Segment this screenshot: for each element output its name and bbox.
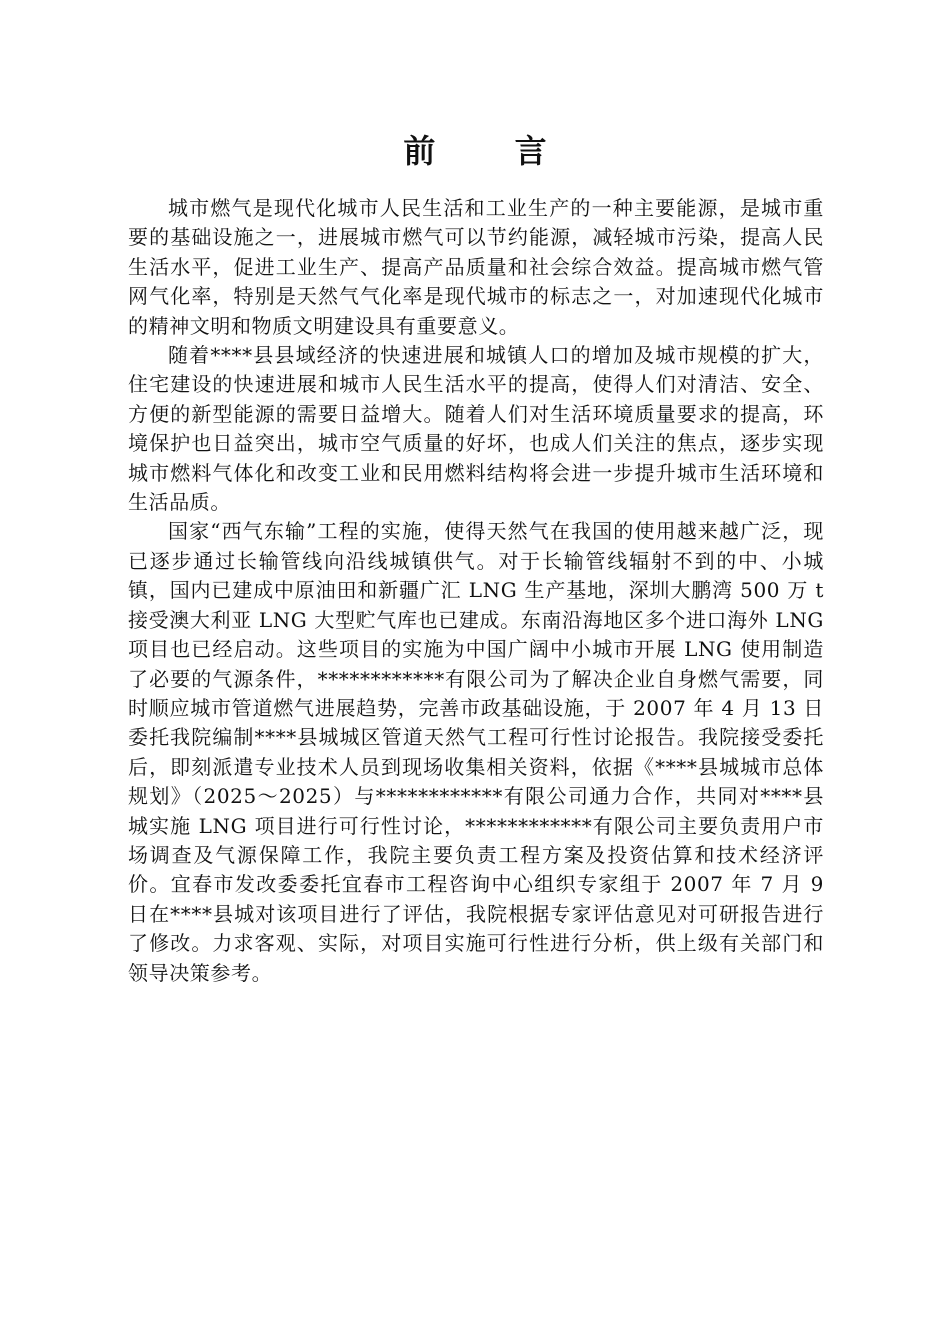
paragraph-1: 城市燃气是现代化城市人民生活和工业生产的一种主要能源，是城市重要的基础设施之一，进展城市燃气可以节约能源，减轻城市污染，提高人民生活水平，促进工业生产、提高产品质量和社会综合效益。提高城市燃气管网气化率，特别是天然气气化率是现代城市的标志之一，对加速现代化城市的精神文明和物质文明建设具有重要意义。 [128, 196, 824, 338]
paragraph-3: 国家“西气东输”工程的实施，使得天然气在我国的使用越来越广泛，现已逐步通过长输管线向沿线城镇供气。对于长输管线辐射不到的中、小城镇，国内已建成中原油田和新疆广汇 LNG 生产基地，深圳大鹏湾 500 万 t 接受澳大利亚 LNG 大型贮气库也已建成。东南沿海地区多个进口海外 LNG 项目也已经启动。这些项目的实施为中国广阔中小城市开展 LNG 使用制造了必要的气源条件，************有限公司为了解决企业自身燃气需要，同时顺应城市管道燃气进展趋势，完善市政基础设施，于 2007 年 4 月 13 日委托我院编制****县城城区管道天然气工程可行性讨论报告。我院接受委托后，即刻派遣专业技术人员到现场收集相关资料，依据《****县城城市总体规划》（2025～2025）与************有限公司通力合作，共同对****县城实施 LNG 项目进行可行性讨论，************有限公司主要负责用户市场调查及气源保障工作，我院主要负责工程方案及投资估算和技术经济评价。宜春市发改委委托宜春市工程咨询中心组织专家组于 2007 年 7 月 9 日在****县城对该项目进行了评估，我院根据专家评估意见对可研报告进行了修改。力求客观、实际，对项目实施可行性进行分析，供上级有关部门和领导决策参考。 [128, 519, 824, 985]
document-body [128, 194, 824, 988]
page-title: 前 言 [403, 132, 581, 170]
paragraph-2: 随着****县县域经济的快速进展和城镇人口的增加及城市规模的扩大，住宅建设的快速进展和城市人民生活水平的提高，使得人们对清洁、安全、方便的新型能源的需要日益增大。随着人们对生活环境质量要求的提高，环境保护也日益突出，城市空气质量的好坏，也成人们关注的焦点，逐步实现城市燃料气体化和改变工业和民用燃料结构将会进一步提升城市生活环境和生活品质。 [128, 343, 824, 515]
